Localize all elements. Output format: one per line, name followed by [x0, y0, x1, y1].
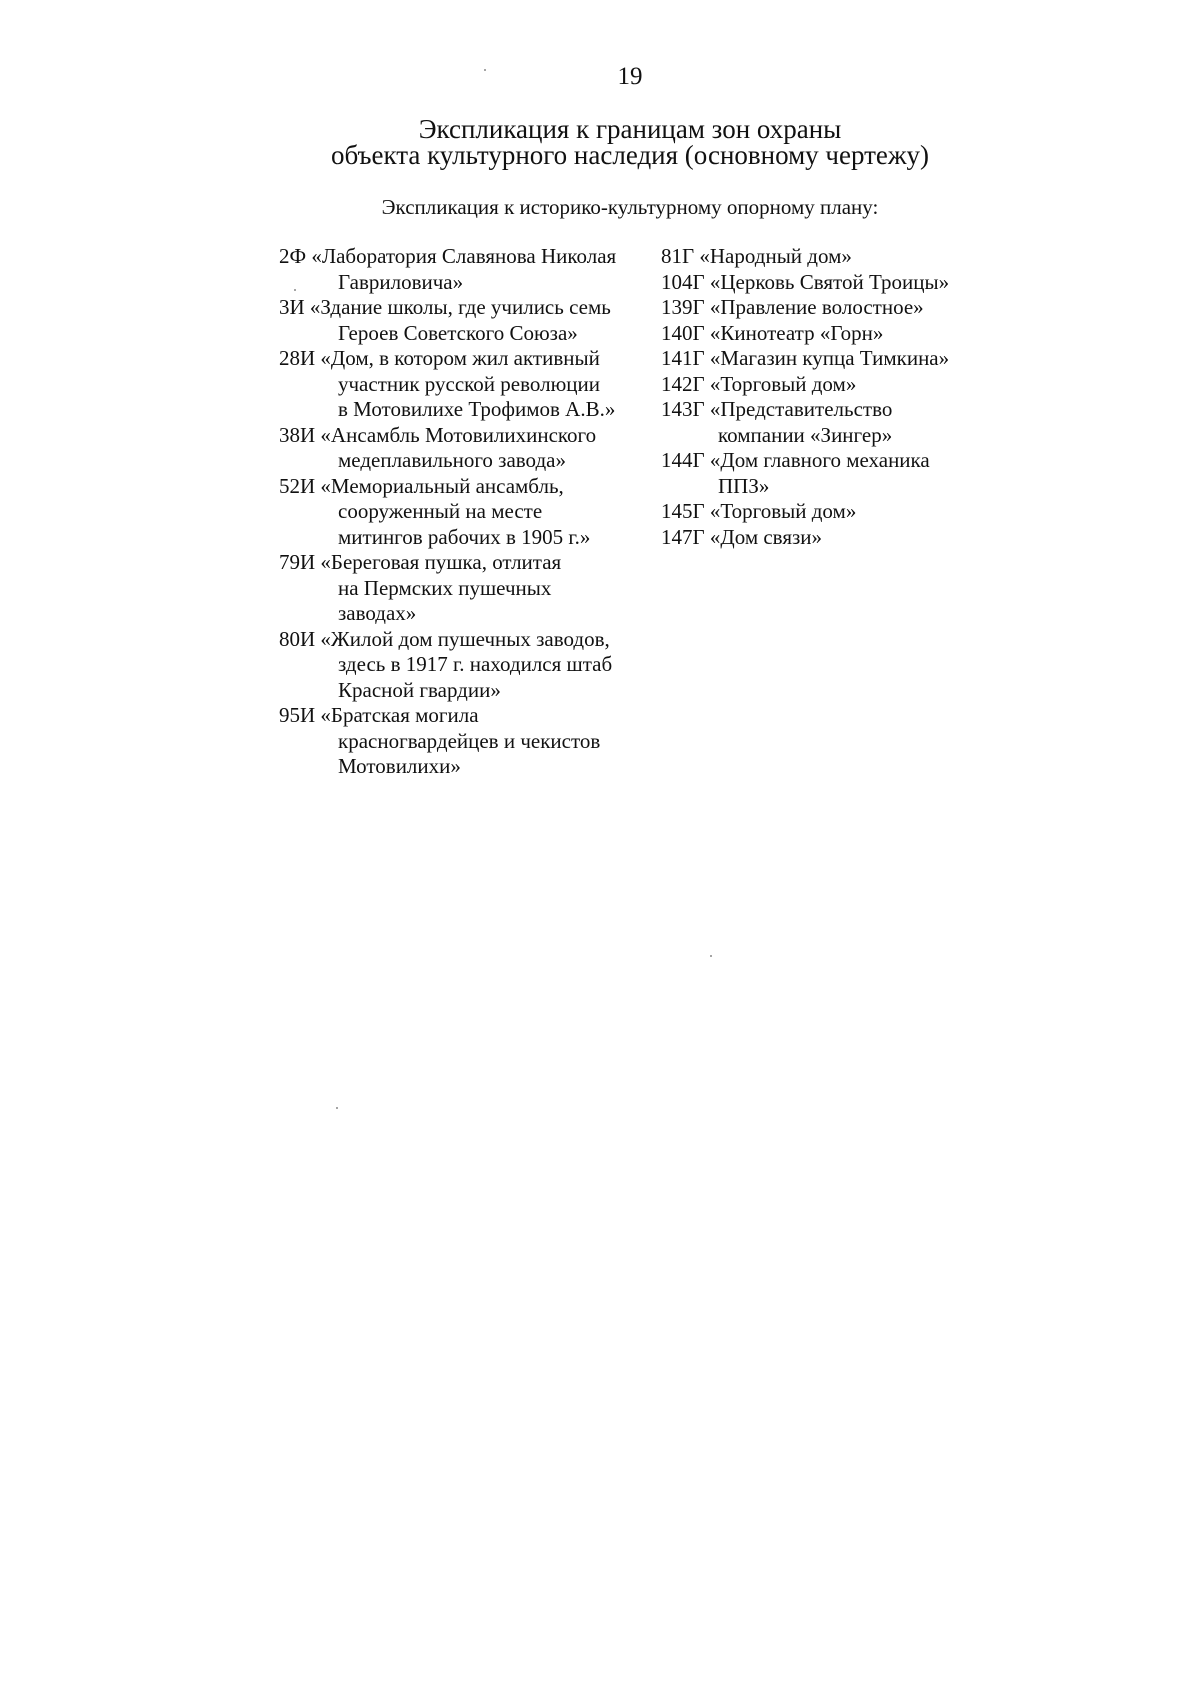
entry-continuation-line: сооруженный на месте [338, 499, 543, 523]
entry-code: 38И [279, 422, 316, 447]
explication-entry [279, 346, 659, 423]
page-number: 19 [617, 63, 643, 90]
entry-first-line [279, 346, 659, 372]
explication-entry [279, 703, 659, 780]
entry-code: 145Г [661, 499, 705, 523]
entry-continuation-line: Героев Советского Союза» [338, 320, 578, 345]
explication-entry [661, 295, 981, 321]
entry-first-line [279, 244, 659, 270]
entry-text: «Дом, в котором жил активный [320, 346, 600, 370]
entry-text: «Мемориальный ансамбль, [320, 473, 564, 498]
entry-first-line [661, 244, 981, 270]
explication-entry [661, 448, 981, 499]
explication-entry [661, 525, 981, 551]
entry-first-line [279, 423, 659, 449]
entry-code: 28И [279, 346, 316, 370]
entry-first-line [661, 499, 981, 525]
entry-code: 147Г [661, 524, 705, 549]
entry-code: 143Г [661, 397, 705, 421]
entry-text: «Представительство [709, 397, 893, 421]
explication-entry [661, 321, 981, 347]
entry-text: «Здание школы, где учились семь [309, 295, 611, 319]
explication-entry [661, 270, 981, 296]
entry-first-line [661, 270, 981, 296]
entry-text: «Лаборатория Славянова Николая [311, 244, 617, 268]
entry-code: 79И [279, 550, 316, 574]
entry-continuation-line: здесь в 1917 г. находился штаб [338, 652, 613, 676]
entry-continuation-line: заводах» [338, 601, 417, 625]
entry-continuation-line: Мотовилихи» [338, 754, 461, 778]
entry-text: «Церковь Святой Троицы» [709, 269, 950, 294]
explication-entry [279, 295, 659, 346]
explication-entry [661, 346, 981, 372]
entry-first-line [279, 474, 659, 500]
scan-speck [710, 955, 712, 957]
entry-text: «Береговая пушка, отлитая [320, 550, 562, 574]
entry-continuation-line: красногвардейцев и чекистов [338, 728, 601, 753]
entry-continuation-line: Гавриловича» [338, 269, 464, 294]
entry-code: 142Г [661, 371, 705, 396]
entry-code: 144Г [661, 448, 705, 472]
entry-code: 80И [279, 626, 316, 651]
left-column-list [279, 244, 659, 780]
document-title [0, 116, 1200, 168]
entry-text: «Народный дом» [699, 244, 852, 268]
entry-text: «Братская могила [320, 703, 479, 727]
entry-continuation-line: на Пермских пушечных [338, 575, 552, 600]
title-line-2: объекта культурного наследия (основному чертежу) [330, 140, 930, 170]
entry-first-line [661, 448, 981, 474]
explication-entry [661, 499, 981, 525]
entry-first-line [279, 703, 659, 729]
entry-text: «Кинотеатр «Горн» [709, 320, 884, 345]
entry-continuation-line: Красной гвардии» [338, 677, 501, 702]
entry-first-line [279, 295, 659, 321]
entry-code: 2Ф [279, 244, 307, 268]
entry-first-line [661, 346, 981, 372]
entry-continuation-line: участник русской революции [338, 371, 600, 396]
explication-entry [279, 423, 659, 474]
entry-text: «Дом главного механика [709, 448, 930, 472]
explication-entry [279, 627, 659, 704]
entry-text: «Торговый дом» [709, 371, 857, 396]
entry-code: 52И [279, 473, 316, 498]
entry-text: «Дом связи» [709, 524, 823, 549]
explication-entry [661, 397, 981, 448]
entry-text: «Правление волостное» [709, 295, 924, 319]
entry-text: «Магазин купца Тимкина» [709, 346, 950, 370]
entry-code: 95И [279, 703, 316, 727]
entry-code: 104Г [661, 269, 705, 294]
title-line-1: Экспликация к границам зон охраны [418, 114, 842, 144]
entry-continuation-line: в Мотовилихе Трофимов А.В.» [338, 397, 616, 421]
entry-code: 139Г [661, 295, 705, 319]
entry-first-line [661, 321, 981, 347]
entry-text: «Жилой дом пушечных заводов, [320, 626, 610, 651]
explication-entry [279, 550, 659, 627]
entry-code: 81Г [661, 244, 695, 268]
entry-first-line [279, 627, 659, 653]
entry-continuation-line: компании «Зингер» [718, 422, 893, 447]
entry-text: «Ансамбль Мотовилихинского [320, 422, 597, 447]
scan-speck [294, 289, 296, 291]
entry-first-line [661, 525, 981, 551]
entry-first-line [661, 295, 981, 321]
entry-continuation-line: митингов рабочих в 1905 г.» [338, 524, 591, 549]
explication-entry [661, 372, 981, 398]
entry-first-line [661, 372, 981, 398]
entry-code: 140Г [661, 320, 705, 345]
explication-entry [279, 474, 659, 551]
entry-first-line [279, 550, 659, 576]
entry-continuation-line: медеплавильного завода» [338, 448, 566, 472]
entry-text: «Торговый дом» [709, 499, 857, 523]
right-column-list [661, 244, 981, 550]
entry-code: 3И [279, 295, 305, 319]
entry-continuation-line: ППЗ» [718, 473, 770, 498]
explication-entry [661, 244, 981, 270]
explication-entry [279, 244, 659, 295]
scan-speck [336, 1107, 338, 1109]
entry-first-line [661, 397, 981, 423]
entry-code: 141Г [661, 346, 705, 370]
document-subtitle: Экспликация к историко-культурному опорному плану: [381, 195, 879, 219]
scan-speck [484, 69, 486, 71]
